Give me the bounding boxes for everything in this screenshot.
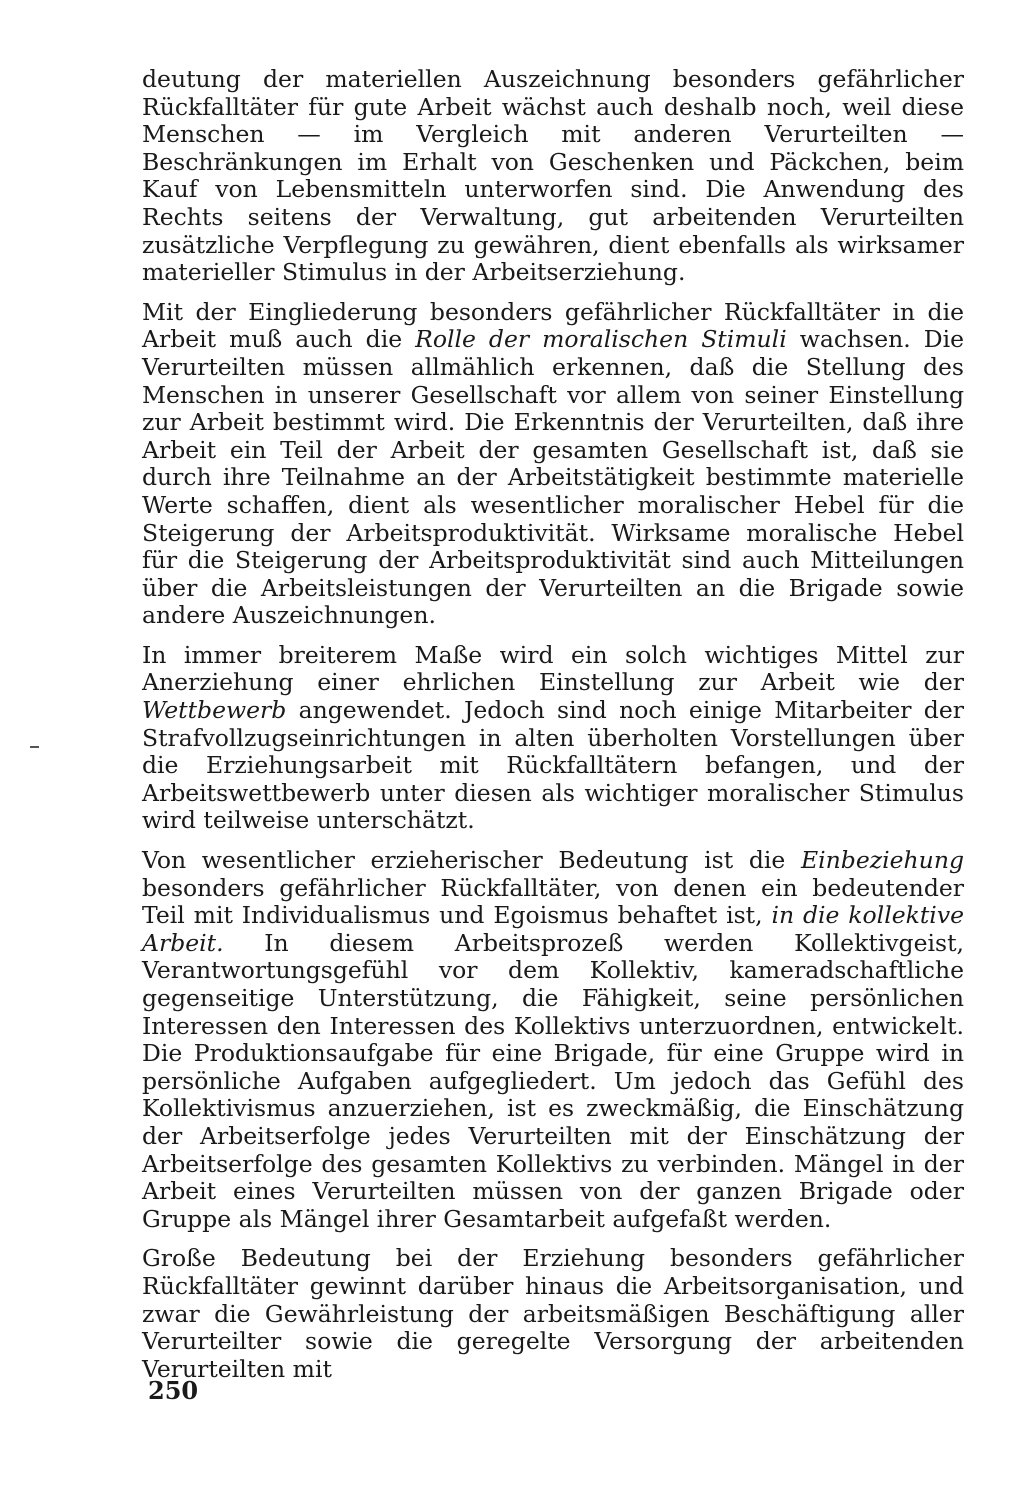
paragraph-5-text: Große Bedeutung bei der Erziehung besonders gefährlicher Rückfalltäter gewinnt darüber hinaus die Arbeitsorganisation, und zwar die Gewährleistung der arbeitsmäßigen Beschäftigung aller Verurteilter sowie die geregelte Versorgung der arbeitenden Verurteilten mit — [142, 1244, 964, 1383]
paragraph-4 — [142, 847, 964, 1233]
paragraph-3-text-b: angewendet. Jedoch sind noch einige Mitarbeiter der Strafvollzugseinrichtungen in alten überholten Vorstellungen über die Erziehungsarbeit mit Rückfalltätern befangen, und der Arbeitswettbewerb unter diesen als wichtiger moralischer Stimulus wird teilweise unterschätzt. — [142, 696, 964, 835]
emphasis-wettbewerb: Wettbewerb — [142, 696, 287, 725]
emphasis-einbeziehung: Einbeziehung — [800, 846, 964, 875]
emphasis-rolle-der-moralischen-stimuli: Rolle der moralischen Stimuli — [415, 325, 787, 354]
page-number: 250 — [148, 1376, 199, 1405]
paragraph-2-text-a: Mit der Eingliederung besonders gefährlicher Rückfalltäter in die Arbeit muß auch die — [142, 297, 964, 354]
paragraph-4-text-b: besonders gefährlicher Rückfalltäter, von denen ein bedeutender Teil mit Individualismus und Egoismus behaftet ist, — [142, 873, 964, 930]
paragraph-4-text-a: Von wesentlicher erzieherischer Bedeutung ist die — [142, 846, 801, 875]
margin-dash-mark — [30, 746, 39, 748]
body-text — [142, 66, 964, 1395]
paragraph-2-text-b: wachsen. Die Verurteilten müssen allmählich erkennen, daß die Stellung des Menschen in unserer Gesellschaft vor allem von seiner Einstellung zur Arbeit bestimmt wird. Die Erkenntnis der Verurteilten, daß ihre Arbeit ein Teil der Arbeit der gesamten Gesellschaft ist, daß sie durch ihre Teilnahme an der Arbeitstätigkeit bestimmte materielle Werte schaffen, dient als wesentlicher moralischer Hebel für die Steigerung der Arbeitsproduktivität. Wirksame moralische Hebel für die Steigerung der Arbeitsproduktivität sind auch Mitteilungen über die Arbeitsleistungen der Verurteilten an die Brigade sowie andere Auszeichnungen. — [142, 325, 964, 630]
paragraph-1-text: deutung der materiellen Auszeichnung besonders gefährlicher Rückfalltäter für gute Arbeit wächst auch deshalb noch, weil diese Menschen — im Vergleich mit anderen Verurteilten — Beschränkungen im Erhalt von Geschenken und Päckchen, beim Kauf von Lebensmitteln unterworfen sind. Die Anwendung des Rechts seitens der Verwaltung, gut arbeitenden Verurteilten zusätzliche Verpflegung zu gewähren, dient ebenfalls als wirksamer materieller Stimulus in der Arbeitserziehung. — [142, 65, 964, 287]
paragraph-3 — [142, 642, 964, 835]
paragraph-3-text-a: In immer breiterem Maße wird ein solch wichtiges Mittel zur Anerziehung einer ehrlichen Einstellung zur Arbeit wie der — [142, 640, 964, 697]
emphasis-in-die-kollektive-arbeit: in die kollektive Arbeit. — [142, 901, 964, 957]
paragraph-2 — [142, 299, 964, 630]
paragraph-5 — [142, 1245, 964, 1383]
paragraph-1 — [142, 66, 964, 287]
paragraph-4-text-c: In diesem Arbeitsprozeß werden Kollektivgeist, Verantwortungsgefühl vor dem Kollektiv, kameradschaftliche gegenseitige Unterstützung, die Fähigkeit, seine persönlichen Interessen den Interessen des Kollektivs unterzuordnen, entwickelt. Die Produktionsaufgabe für eine Brigade, für eine Gruppe wird in persönliche Aufgaben aufgegliedert. Um jedoch das Gefühl des Kollektivismus anzuerziehen, ist es zweckmäßig, die Einschätzung der Arbeitserfolge jedes Verurteilten mit der Einschätzung der Arbeitserfolge des gesamten Kollektivs zu verbinden. Mängel in der Arbeit eines Verurteilten müssen von der ganzen Brigade oder Gruppe als Mängel ihrer Gesamtarbeit aufgefaßt werden. — [142, 928, 964, 1233]
